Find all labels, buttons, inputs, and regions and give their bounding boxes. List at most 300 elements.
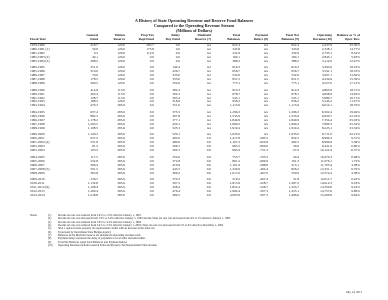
value-cell: 622.4 — [232, 42, 240, 47]
value-cell: 1,101.9 — [229, 162, 240, 167]
fiscal-year-cell: 1989-1990 — [30, 87, 45, 92]
value-cell: 14,359.6 — [320, 184, 332, 189]
value-cell: 283.7 — [146, 42, 154, 47]
value-cell: 0.0 — [175, 46, 180, 51]
value-cell: n/a — [206, 42, 211, 47]
value-cell: 2,733.1 — [321, 50, 332, 55]
header-top-prop-tax: Prop Tax — [140, 33, 154, 37]
value-cell: 128.7 — [90, 95, 98, 100]
value-cell: 232.9 — [232, 50, 240, 55]
value-cell: 50.4 — [293, 154, 299, 159]
value-cell: 636.2 — [232, 99, 240, 104]
value-cell: -507.3 — [259, 192, 268, 197]
value-cell: 10,122.4 — [320, 148, 332, 153]
footnote-text: SEA 1 replaced state property tax replacement credits with an increase in the Sales tax — [58, 227, 155, 231]
fiscal-year-cell: 1993-1994 — [30, 103, 45, 108]
header-total-net: Balances (9) — [268, 38, 299, 43]
value-cell: 25.34% — [349, 121, 360, 126]
value-cell: 4.38% — [351, 170, 360, 175]
header-top-medicaid: Medicaid — [197, 33, 211, 37]
value-cell: -494.4 — [259, 166, 268, 171]
value-cell: 4,828.9 — [321, 91, 332, 96]
value-cell: 1,320.6 — [229, 166, 240, 171]
value-cell: 834.3 — [291, 136, 299, 141]
value-cell: 268.2 — [90, 58, 98, 63]
value-cell: -507.3 — [259, 188, 268, 193]
value-cell: 8,969.6 — [321, 140, 332, 145]
value-cell: n/a — [206, 125, 211, 130]
footnote — [30, 244, 364, 247]
value-cell: 0.0 — [149, 136, 154, 141]
value-cell: 296.7 — [172, 144, 180, 149]
value-cell: 4,865.6 — [321, 87, 332, 92]
value-cell: 0.3 — [93, 50, 98, 55]
value-cell: n/a — [206, 65, 211, 70]
value-cell: 112.6 — [146, 50, 154, 55]
value-cell: 331.8 — [90, 140, 98, 145]
footnote-text: Income tax rate was increased from 1.9% to 3.0% effective January 1, 1983 and the Sales tax rate was increased from 4% to 5% effective January 1, 1983 — [58, 217, 231, 221]
header-top-general-fund: General — [86, 33, 98, 37]
report-date: July 14, 2011 — [345, 290, 362, 294]
value-cell: 0.0 — [206, 177, 211, 182]
value-cell: 8,960.3 — [321, 136, 332, 141]
value-cell: 651.5 — [291, 77, 299, 82]
value-cell: 1,132.8 — [87, 181, 98, 186]
value-cell: 285.6 — [117, 177, 125, 182]
footnote-text: Total Net Balances equal Total Balances less Payment Delays — [58, 240, 127, 244]
value-cell: 1,999.2 — [229, 121, 240, 126]
fiscal-year-cell: 2012-2013 — [30, 188, 45, 193]
value-cell: 4,234.6 — [321, 77, 332, 82]
fiscal-year-cell: 1995-1996 — [30, 113, 45, 118]
value-cell: 188.3 — [90, 99, 98, 104]
fiscal-year-cell: 2001-2002 (4) — [30, 140, 50, 145]
value-cell: 0.0 — [149, 166, 154, 171]
value-cell: 6,014.1 — [321, 103, 332, 108]
value-cell: 343.8 — [232, 46, 240, 51]
fiscal-year-cell: 2008-2009 — [30, 170, 45, 175]
value-cell: 0.0 — [149, 132, 154, 137]
value-cell: -624.8 — [259, 140, 268, 145]
value-cell: n/a — [263, 113, 268, 118]
value-cell: 1,200.4 — [87, 188, 98, 193]
value-cell: 0.0 — [149, 177, 154, 182]
value-cell: 9.18% — [351, 181, 360, 186]
value-cell: n/a — [263, 46, 268, 51]
value-cell: 9.86% — [351, 188, 360, 193]
value-cell: 663.5 — [232, 144, 240, 149]
value-cell: 0.0 — [149, 117, 154, 122]
value-cell: 263.4 — [90, 91, 98, 96]
header-prop-tax: Repl Fund — [125, 38, 154, 43]
value-cell: -606.6 — [259, 144, 268, 149]
value-cell: 388.2 — [291, 58, 299, 63]
value-cell: 40.1 — [92, 54, 98, 59]
header-rainy-day: Day Fund — [154, 38, 180, 43]
value-cell: 285.6 — [117, 136, 125, 141]
value-cell: 120.0 — [117, 81, 125, 86]
value-cell: 15.39% — [349, 77, 360, 82]
value-cell: 3,393.0 — [321, 65, 332, 70]
value-cell: 343.8 — [291, 46, 299, 51]
fiscal-year-cell: 2007-2008 (5) — [30, 166, 50, 171]
value-cell: 622.4 — [291, 42, 299, 47]
value-cell: 1,178.2 — [87, 117, 98, 122]
value-cell: 0.60% — [351, 144, 360, 149]
value-cell: n/a — [263, 121, 268, 126]
header-operating: Revenue (10) — [299, 38, 332, 43]
value-cell: 450.1 — [172, 121, 180, 126]
header-payment: Delays (8) — [240, 38, 268, 43]
header-top-total: Total — [232, 33, 240, 37]
value-cell: n/a — [206, 58, 211, 63]
value-cell: 678.7 — [232, 91, 240, 96]
value-cell: 397.5 — [172, 181, 180, 186]
report-units: (Millions of Dollars) — [175, 28, 213, 33]
value-cell: 129.0 — [117, 99, 125, 104]
value-cell: 14,757.6 — [320, 188, 332, 193]
value-cell: 1,852.4 — [229, 184, 240, 189]
footnote-text: Payment delays represent the delay of payments to local units and universities — [58, 237, 146, 241]
fiscal-year-cell: 1990-1991 — [30, 91, 45, 96]
value-cell: 14.05% — [349, 91, 360, 96]
value-cell: 0.0 — [149, 58, 154, 63]
value-cell: 285.6 — [117, 181, 125, 186]
value-cell: 191.3 — [291, 158, 299, 163]
value-cell: 120.0 — [117, 69, 125, 74]
value-cell: 0.0 — [149, 162, 154, 167]
fiscal-year-cell: 2006-2007 — [30, 162, 45, 167]
value-cell: 0.0 — [149, 91, 154, 96]
value-cell: 285.6 — [117, 166, 125, 171]
value-cell: 12,011.7 — [320, 177, 332, 182]
header-tuition-reserve: Reserve — [98, 38, 125, 43]
value-cell: 0.0 — [149, 69, 154, 74]
value-cell: 351.9 — [90, 65, 98, 70]
value-cell: 0.0 — [206, 154, 211, 159]
value-cell: -731.3 — [259, 148, 268, 153]
value-cell: n/a — [206, 50, 211, 55]
value-cell: 160.1 — [232, 54, 240, 59]
value-cell: 15,209.8 — [320, 192, 332, 197]
value-cell: 3,114.0 — [321, 58, 332, 63]
header-top-balance-pct: Balance as % of — [336, 33, 360, 37]
value-cell: 7,890.3 — [321, 121, 332, 126]
value-cell: 499.5 — [172, 192, 180, 197]
fiscal-year-cell: 1986-1987 — [30, 73, 45, 78]
value-cell: 1,115.9 — [229, 103, 240, 108]
value-cell: 120.0 — [117, 58, 125, 63]
value-cell: n/a — [263, 103, 268, 108]
value-cell: 0.0 — [175, 50, 180, 55]
value-cell: 882.5 — [90, 113, 98, 118]
value-cell: 1,218.8 — [87, 192, 98, 197]
value-cell: 11.47% — [349, 99, 360, 104]
value-cell: 17.12% — [349, 81, 360, 86]
value-cell: n/a — [263, 117, 268, 122]
value-cell: -528.7 — [259, 181, 268, 186]
value-cell: 144.4 — [172, 65, 180, 70]
footnote-number: (1) — [48, 214, 52, 217]
fiscal-year-cell: 1981-1982 — [30, 50, 45, 55]
value-cell: 656.7 — [291, 69, 299, 74]
value-cell: 0.0 — [149, 121, 154, 126]
value-cell: -699.9 — [259, 158, 268, 163]
value-cell: 5,545.2 — [321, 99, 332, 104]
value-cell: 0.0 — [149, 140, 154, 145]
value-cell: 22.21% — [349, 132, 360, 137]
value-cell: 1,108.5 — [87, 125, 98, 130]
value-cell: 414.9 — [90, 87, 98, 92]
value-cell: 366.2 — [172, 170, 180, 175]
value-cell: 285.6 — [117, 192, 125, 197]
balances-table — [30, 34, 360, 198]
value-cell: 333.0 — [172, 73, 180, 78]
value-cell: 113.0 — [117, 95, 125, 100]
value-cell: 0.0 — [149, 188, 154, 193]
fiscal-year-cell: 1982-1983 (2) — [30, 54, 50, 59]
value-cell: 0.0 — [149, 184, 154, 189]
value-cell: 656.7 — [232, 69, 240, 74]
value-cell: 351.0 — [172, 103, 180, 108]
header-general-fund: Fund — [76, 38, 98, 43]
value-cell: 25.03% — [349, 117, 360, 122]
value-cell: 1,840.9 — [229, 117, 240, 122]
value-cell: 218.7 — [90, 42, 98, 47]
fiscal-year-cell: 2002-2003 — [30, 144, 45, 149]
value-cell: n/a — [206, 113, 211, 118]
fiscal-year-cell: 1996-1997 — [30, 117, 45, 122]
value-cell: 7,354.4 — [321, 117, 332, 122]
value-cell: 0.0 — [149, 81, 154, 86]
value-cell: 352.6 — [172, 154, 180, 159]
value-cell: 285.6 — [117, 184, 125, 189]
value-cell: 14,014.3 — [320, 181, 332, 186]
value-cell: -705.3 — [259, 154, 268, 159]
value-cell: 285.6 — [117, 148, 125, 153]
fiscal-year-cell: 2010-2011 — [30, 181, 45, 186]
header-top-operating: Operating — [317, 33, 332, 37]
value-cell: 1,999.2 — [288, 121, 299, 126]
header-top-total-net: Total Net — [285, 33, 299, 37]
value-cell: 105.5 — [90, 148, 98, 153]
value-cell: 482.5 — [291, 140, 299, 145]
value-cell: 19.94% — [349, 109, 360, 114]
value-cell: 382.4 — [172, 87, 180, 92]
value-cell: n/a — [206, 91, 211, 96]
fiscal-year-cell: 1987-1988 — [30, 77, 45, 82]
footnote-number: (2) — [48, 217, 52, 221]
value-cell: 0.0 — [206, 184, 211, 189]
value-cell: n/a — [206, 73, 211, 78]
value-cell: 1,115.9 — [288, 103, 299, 108]
value-cell: 489.9 — [172, 140, 180, 145]
header-fiscal-year: Fiscal Year — [30, 38, 76, 43]
fiscal-year-cell: 1992-1993 — [30, 99, 45, 104]
value-cell: 2,003.9 — [229, 192, 240, 197]
value-cell: 458.4 — [172, 184, 180, 189]
value-cell: 0.0 — [175, 42, 180, 47]
value-cell: 1,935.0 — [229, 132, 240, 137]
value-cell: 0.0 — [149, 109, 154, 114]
value-cell: 0.0 — [149, 87, 154, 92]
value-cell: 303.4 — [172, 95, 180, 100]
value-cell: 8,223.1 — [321, 125, 332, 130]
value-cell: 1,535.9 — [288, 113, 299, 118]
value-cell: n/a — [206, 132, 211, 137]
footnote-number: (9) — [48, 240, 52, 244]
value-cell: 285.6 — [117, 158, 125, 163]
value-cell: 545.1 — [291, 95, 299, 100]
fiscal-year-cell: 2005-2006 — [30, 158, 45, 163]
value-cell: n/a — [206, 54, 211, 59]
value-cell: 5,089.7 — [321, 95, 332, 100]
value-cell: 300.5 — [90, 81, 98, 86]
value-cell: 120.0 — [117, 50, 125, 55]
value-cell: 616.3 — [291, 65, 299, 70]
header-total: Balances — [211, 38, 240, 43]
value-cell: 372.8 — [172, 158, 180, 163]
value-cell: 285.6 — [117, 140, 125, 145]
value-cell: 0.0 — [206, 181, 211, 186]
value-cell: 9.31% — [351, 136, 360, 141]
value-cell: 4,527.0 — [321, 81, 332, 86]
value-cell: -588.8 — [259, 162, 268, 167]
value-cell: 891.2 — [232, 158, 240, 163]
fiscal-year-cell: 1988-1989 — [30, 81, 45, 86]
value-cell: 1,296.3 — [288, 109, 299, 114]
value-cell: 8.52% — [351, 50, 360, 55]
value-cell: 285.6 — [117, 125, 125, 130]
value-cell: 13.62% — [349, 73, 360, 78]
value-cell: 12.47% — [349, 58, 360, 63]
fiscal-year-cell: 2013-2014 — [30, 192, 45, 197]
value-cell: 285.6 — [117, 109, 125, 114]
value-cell: 1,417.8 — [229, 136, 240, 141]
value-cell: 14.77% — [349, 46, 360, 51]
value-cell: 12,574.4 — [320, 170, 332, 175]
value-cell: 302.3 — [172, 91, 180, 96]
value-cell: 120.0 — [117, 65, 125, 70]
value-cell: 56.9 — [293, 144, 299, 149]
value-cell: 318.9 — [172, 99, 180, 104]
value-cell: 0.0 — [206, 170, 211, 175]
value-cell: 910.3 — [232, 87, 240, 92]
value-cell: 373.3 — [172, 109, 180, 114]
footnote-label: Notes: — [30, 214, 38, 217]
value-cell: 0.43% — [351, 177, 360, 182]
value-cell: 5.38% — [351, 140, 360, 145]
footnote-number: (10) — [48, 244, 53, 248]
value-cell: 226.7 — [172, 69, 180, 74]
value-cell: 377.1 — [172, 117, 180, 122]
value-cell: 0.0 — [206, 140, 211, 145]
value-cell: 479.3 — [90, 103, 98, 108]
value-cell: 1,017.6 — [229, 170, 240, 175]
value-cell: n/a — [263, 50, 268, 55]
value-cell: n/a — [263, 58, 268, 63]
value-cell: 396.4 — [90, 162, 98, 167]
value-cell: 1,323.7 — [288, 184, 299, 189]
fiscal-year-cell: 1997-1998 — [30, 121, 45, 126]
value-cell: 113.0 — [117, 91, 125, 96]
value-cell: n/a — [206, 121, 211, 126]
footnote-number: (6) — [48, 230, 52, 234]
value-cell: 493.0 — [172, 136, 180, 141]
value-cell: 1,840.9 — [288, 117, 299, 122]
value-cell: 232.8 — [90, 158, 98, 163]
footnote-text: Forecasted by the Indiana State Budget Agency — [58, 230, 112, 234]
footnote-text: Income tax rate was reduced from 3.0% to 3.4% effective January 1, 1984 — [58, 220, 141, 224]
value-cell: 0.0 — [149, 54, 154, 59]
value-cell: 1,919.4 — [288, 125, 299, 130]
value-cell: 1,120.3 — [87, 132, 98, 137]
value-cell: 0.0 — [206, 162, 211, 167]
value-cell: 285.6 — [117, 103, 125, 108]
fiscal-year-cell: 1983-1984 (3) — [30, 58, 50, 63]
value-cell: 12,331.1 — [320, 166, 332, 171]
footnote-number: (4) — [48, 224, 52, 228]
fiscal-year-cell: 2003-2004 — [30, 148, 45, 153]
value-cell: 0.0 — [149, 77, 154, 82]
value-cell: 120.0 — [117, 73, 125, 78]
value-cell: -136.7 — [89, 177, 98, 182]
value-cell: 910.3 — [291, 87, 299, 92]
value-cell: 0.0 — [149, 95, 154, 100]
value-cell: 532.0 — [232, 73, 240, 78]
value-cell: 10.71% — [349, 95, 360, 100]
header-balance-pct: Oper. Rev. — [332, 38, 360, 43]
value-cell: n/a — [206, 69, 211, 74]
footnote-number: (5) — [48, 227, 52, 231]
value-cell: -528.7 — [259, 184, 268, 189]
value-cell: 120.0 — [117, 77, 125, 82]
value-cell: n/a — [206, 46, 211, 51]
value-cell: 0.48% — [351, 154, 360, 159]
value-cell: 525.3 — [172, 125, 180, 130]
fiscal-year-cell: 2011-2012 (6) — [30, 184, 50, 189]
value-cell: 354.6 — [172, 81, 180, 86]
table-body — [30, 43, 360, 197]
value-cell: 232.9 — [291, 50, 299, 55]
value-cell: 616.3 — [232, 65, 240, 70]
value-cell: 79.0 — [92, 73, 98, 78]
value-cell: -467.4 — [259, 177, 268, 182]
value-cell: -0.37% — [350, 148, 360, 153]
fiscal-year-cell: 1985-1986 — [30, 69, 45, 74]
value-cell: 0.0 — [206, 158, 211, 163]
value-cell: 9,441.6 — [321, 144, 332, 149]
footnotes — [30, 214, 364, 247]
fiscal-year-cell: 2009-2010 — [30, 177, 45, 182]
footnote-text: Balances in the Medicaid reserve are included in Operating revenue totals — [58, 234, 141, 238]
value-cell: 651.5 — [232, 77, 240, 82]
value-cell: 0.0 — [149, 181, 154, 186]
value-cell: 637.2 — [90, 136, 98, 141]
value-cell: 1,263.5 — [87, 121, 98, 126]
report-subtitle: Compared to the Operating Revenue Stream — [154, 23, 234, 28]
value-cell: n/a — [263, 81, 268, 86]
value-cell: n/a — [206, 109, 211, 114]
value-cell: 0.0 — [149, 170, 154, 175]
value-cell: 9.22% — [351, 184, 360, 189]
value-cell: n/a — [206, 103, 211, 108]
value-cell: 2,437.9 — [321, 42, 332, 47]
value-cell: n/a — [263, 99, 268, 104]
value-cell: 529.1 — [172, 132, 180, 137]
fiscal-year-cell: 1998-1999 — [30, 125, 45, 130]
value-cell: 0.0 — [206, 192, 211, 197]
